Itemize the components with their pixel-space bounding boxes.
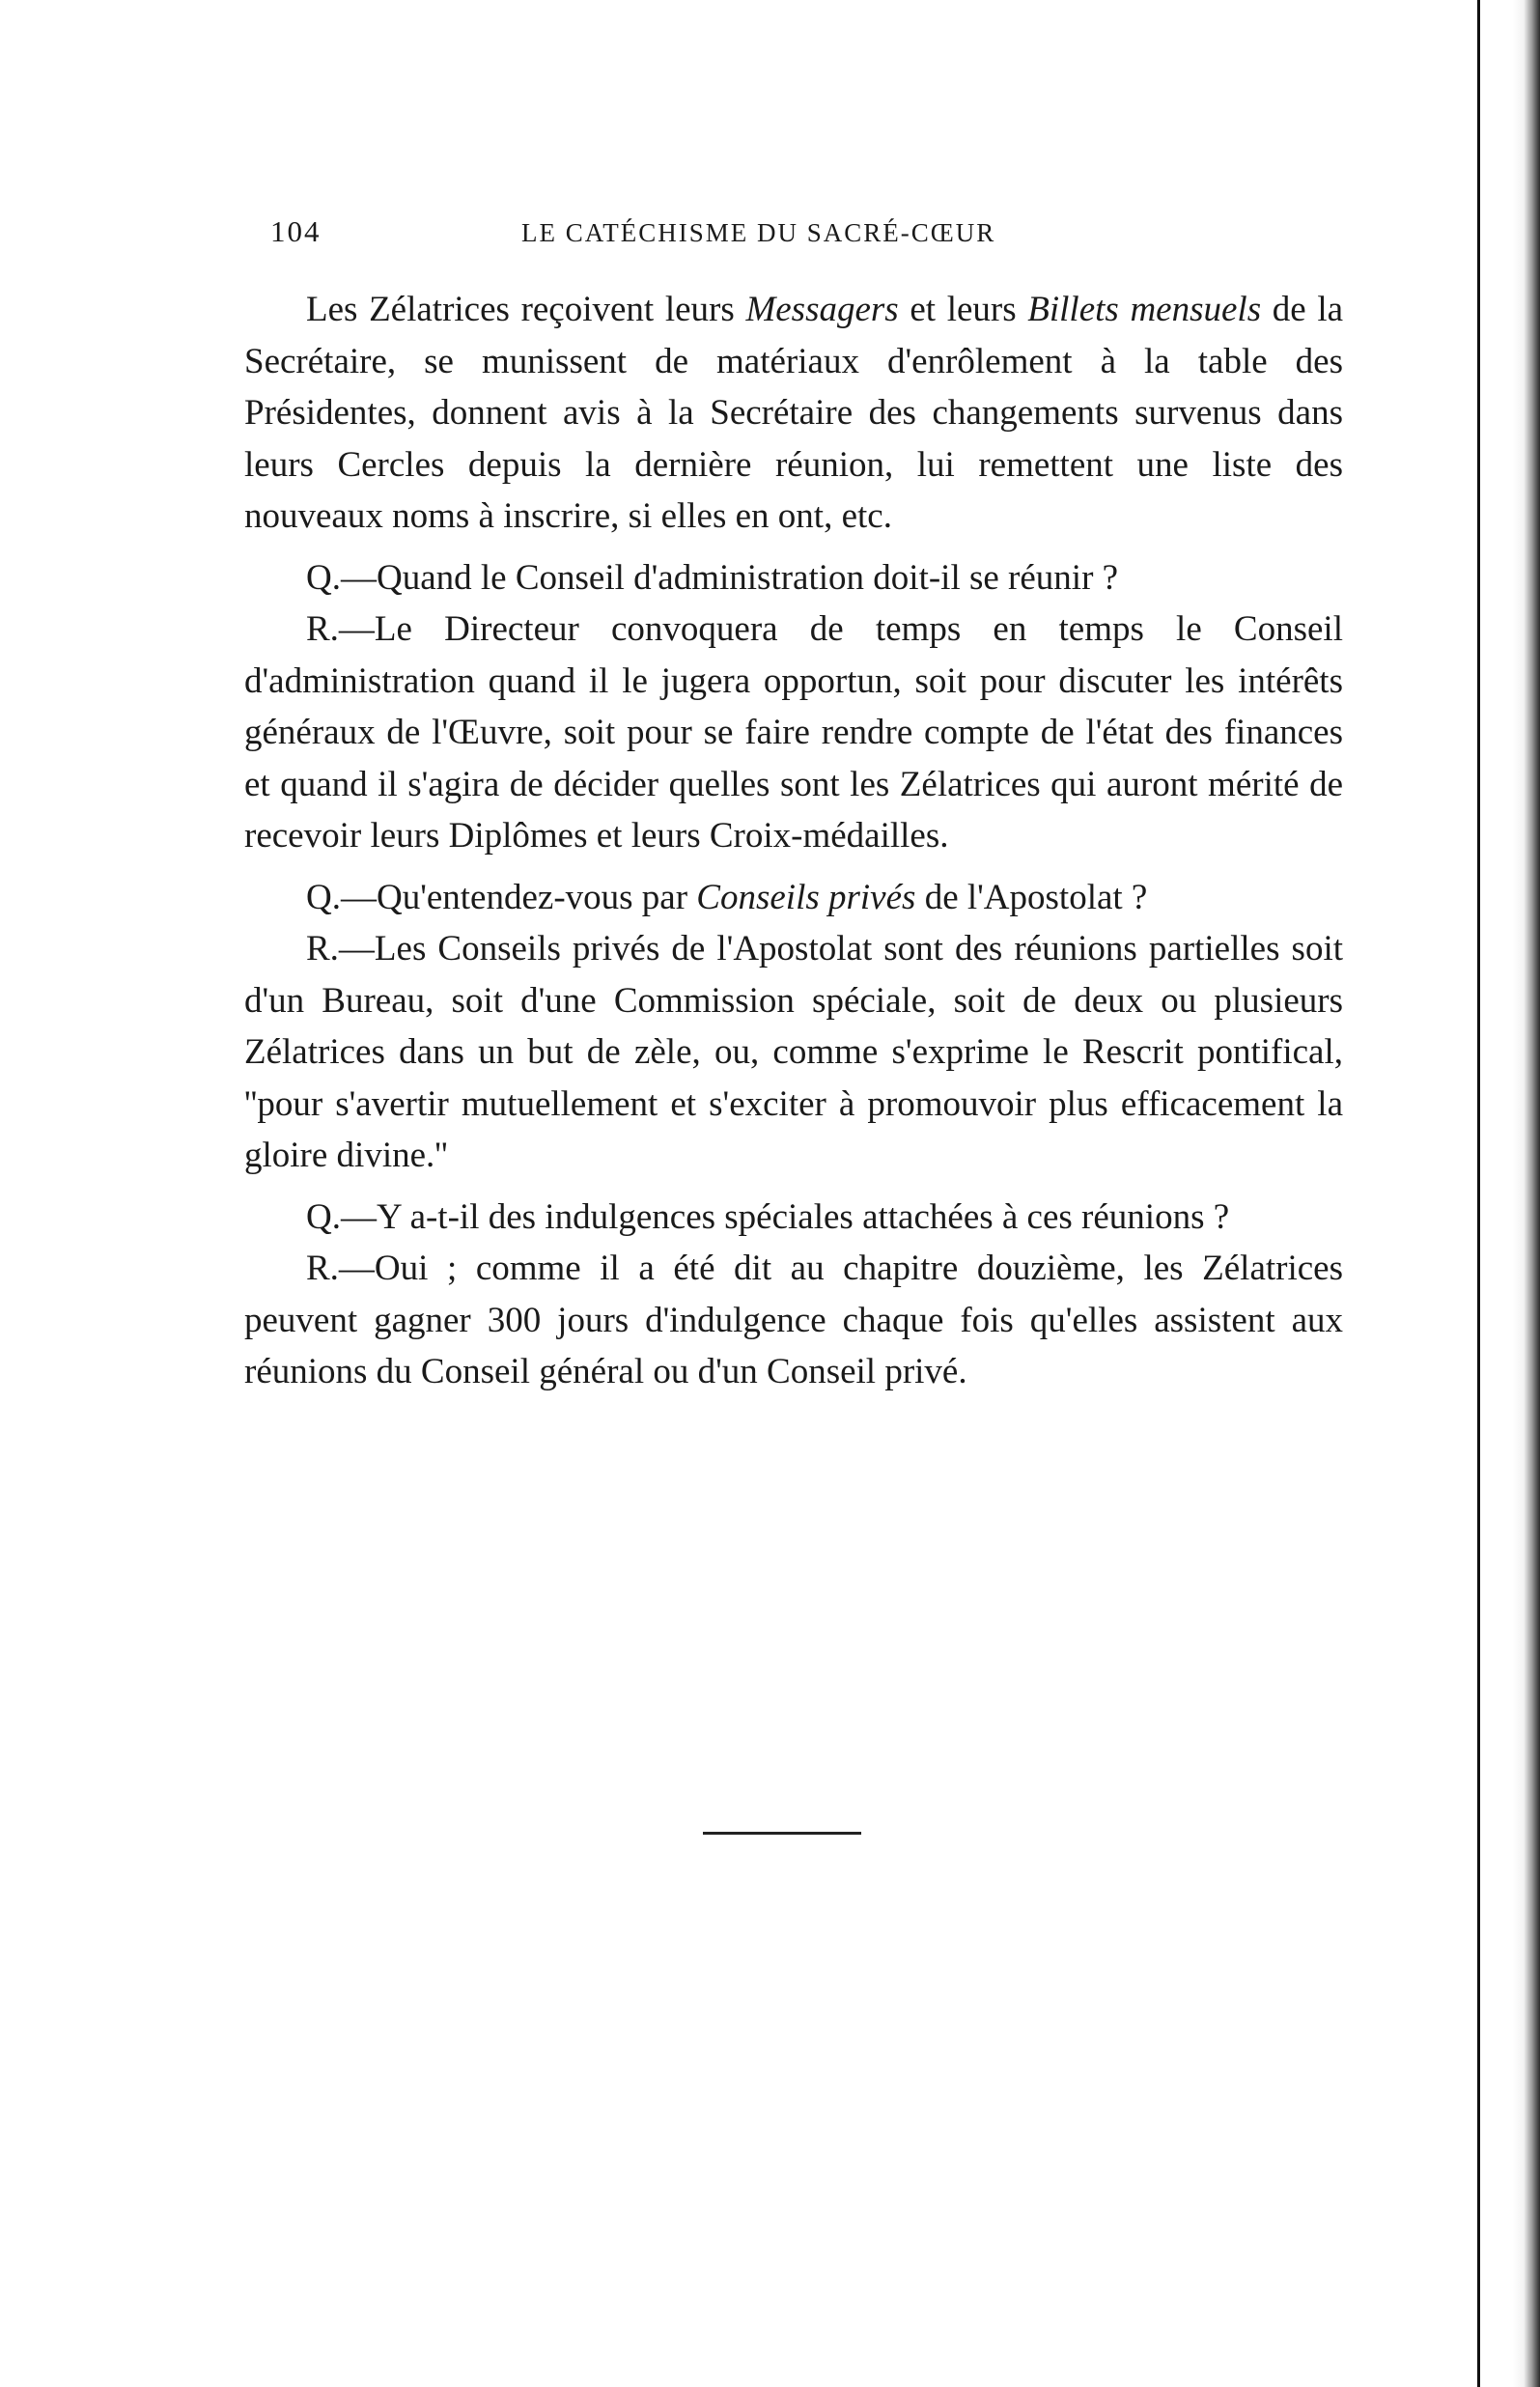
running-title: LE CATÉCHISME DU SACRÉ-CŒUR	[521, 218, 996, 247]
paragraph-1-text-a: Les Zélatrices reçoivent leurs	[306, 290, 746, 329]
answer-2: R.—Les Conseils privés de l'Apostolat sont des réunions partielles soit d'un Bureau, soit d'une Commission spéciale, soit de deux ou plusieurs Zélatrices dans un but de zèle, ou, comme s'exprime le Rescrit pontifical, ''pour s'avertir mutuellement et s'exciter à promouvoir plus efficacement la gloire divine.''	[244, 929, 1343, 1175]
question-3: Q.—Y a-t-il des indulgences spéciales attachées à ces réunions ?	[306, 1196, 1230, 1237]
question-2-text-a: Q.—Qu'entendez-vous par	[306, 877, 697, 917]
answer-3: R.—Oui ; comme il a été dit au chapitre douzième, les Zélatrices peuvent gagner 300 jours d'indulgence chaque fois qu'elles assistent aux réunions du Conseil général ou d'un Conseil privé.	[244, 1249, 1343, 1391]
page-edge-shadow	[1513, 0, 1540, 2387]
question-2	[244, 872, 1343, 924]
paragraph-1-text-c: de la Secrétaire, se munissent de matériaux d'enrôlement à la table des Présidentes, donnent avis à la Secrétaire des changements survenus dans leurs Cercles depuis la dernière réunion, lui remettent une liste des nouveaux noms à inscrire, si elles en ont, etc.	[244, 290, 1344, 536]
answer-1: R.—Le Directeur convoquera de temps en temps le Conseil d'administration quand il le jugera opportun, soit pour discuter les intérêts généraux de l'Œuvre, soit pour se faire rendre compte de l'état des finances et quand il s'agira de décider quelles sont les Zélatrices qui auront mérité de recevoir leurs Diplômes et leurs Croix-médailles.	[244, 609, 1343, 856]
page-number: 104	[270, 214, 322, 248]
running-head	[270, 214, 1159, 253]
paragraph-1	[244, 284, 1343, 543]
paragraph-1-text-b: et leurs	[898, 290, 1028, 329]
binding-edge-line	[1477, 0, 1480, 2387]
paragraph-1-italic-billets: Billets mensuels	[1027, 290, 1262, 329]
text-block	[244, 284, 1343, 1398]
question-2-italic-conseils: Conseils privés	[696, 877, 916, 917]
question-1: Q.—Quand le Conseil d'administration doit-il se réunir ?	[306, 557, 1119, 598]
end-rule	[703, 1832, 861, 1835]
question-2-text-b: de l'Apostolat ?	[915, 877, 1148, 917]
paragraph-1-italic-messagers: Messagers	[745, 290, 899, 329]
